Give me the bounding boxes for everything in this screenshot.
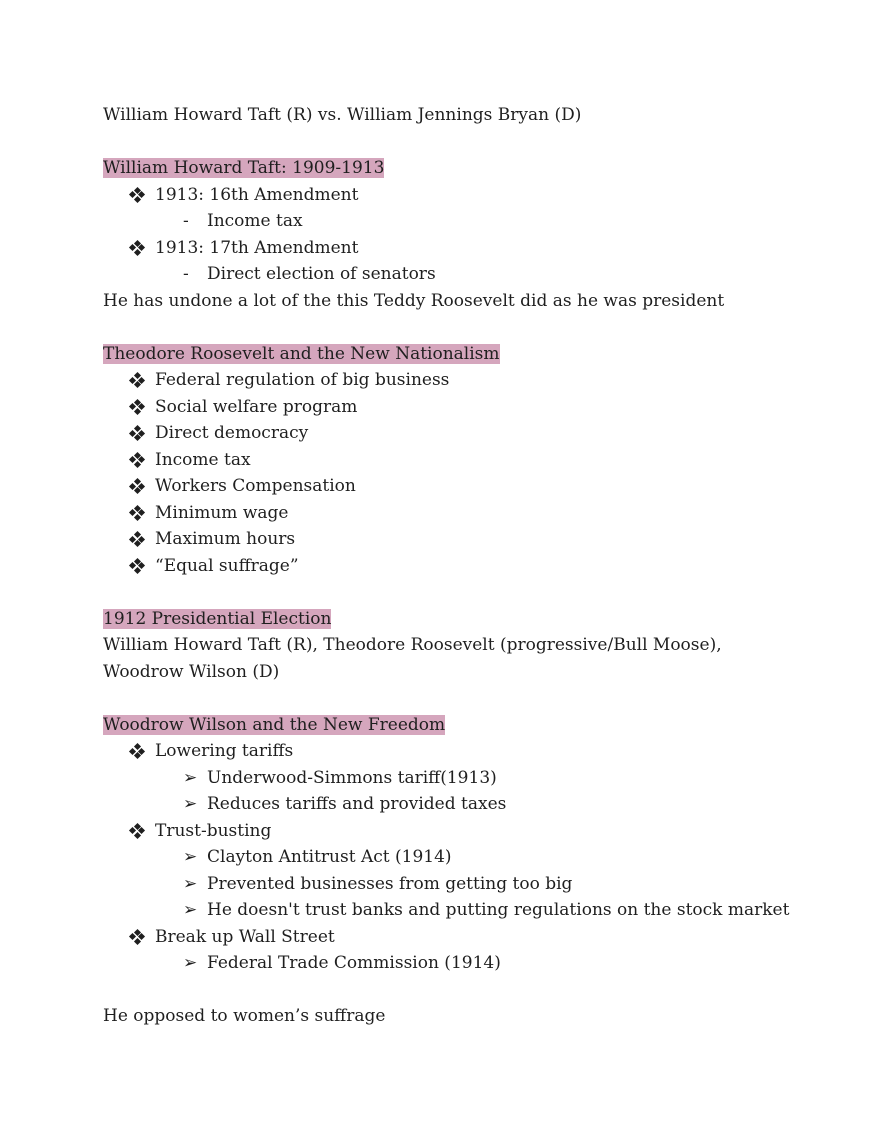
spacer [103, 129, 783, 156]
list-item-text: Break up Wall Street [155, 926, 335, 947]
diamond-bullet-icon [130, 447, 150, 474]
list-item [103, 420, 783, 447]
section-taft [103, 155, 783, 182]
diamond-bullet-icon [130, 367, 150, 394]
dash-bullet-icon: - [183, 264, 189, 284]
sub-list-item-text: Underwood-Simmons tariff(1913) [207, 767, 497, 788]
arrowhead-bullet-icon: ➢ [183, 794, 198, 814]
diamond-bullet-icon [130, 420, 150, 447]
list-item [103, 182, 783, 209]
list-item-text: Federal regulation of big business [155, 370, 450, 390]
sub-list-item [103, 844, 783, 871]
sub-list-item-text: Federal Trade Commission (1914) [207, 953, 501, 973]
list-item [103, 553, 783, 580]
list-item [103, 367, 783, 394]
spacer [103, 314, 783, 341]
sub-list-item [103, 791, 783, 818]
diamond-bullet-icon [130, 738, 150, 765]
list-item-text: “Equal suffrage” [155, 555, 299, 576]
spacer [103, 685, 783, 712]
arrowhead-bullet-icon: ➢ [183, 873, 198, 894]
section-title-roosevelt: Theodore Roosevelt and the New Nationalism [103, 343, 500, 364]
list-item [103, 235, 783, 262]
sub-list-item [103, 765, 783, 792]
section-title-1912-election: 1912 Presidential Election [103, 608, 332, 629]
diamond-bullet-icon [130, 526, 150, 553]
diamond-bullet-icon [130, 924, 150, 951]
sub-list-item-text: Income tax [207, 211, 303, 231]
sub-list-item [103, 208, 783, 235]
sub-list-item-text: Prevented businesses from getting too big [207, 873, 573, 894]
closing-note: He opposed to women’s suffrage [103, 1006, 386, 1026]
election-heading: William Howard Taft (R) vs. William Jennings Bryan (D) [103, 105, 582, 125]
arrowhead-bullet-icon: ➢ [183, 767, 198, 788]
list-item-text: Maximum hours [155, 529, 296, 549]
list-item-text: 1913: 16th Amendment [155, 184, 359, 205]
sub-list-item-text: Direct election of senators [207, 264, 436, 284]
sub-list-item-text: Clayton Antitrust Act (1914) [207, 847, 452, 867]
sub-list-item [103, 897, 790, 924]
dash-bullet-icon: - [183, 211, 189, 231]
list-item [103, 738, 783, 765]
sub-list-item [103, 871, 783, 898]
list-item-text: Income tax [155, 449, 251, 470]
list-item-text: Trust-busting [155, 820, 272, 841]
list-item [103, 473, 783, 500]
diamond-bullet-icon [130, 235, 150, 262]
diamond-bullet-icon [130, 473, 150, 500]
diamond-bullet-icon [130, 500, 150, 527]
section-title-wilson: Woodrow Wilson and the New Freedom [103, 714, 446, 735]
document-page [103, 102, 790, 1030]
diamond-bullet-icon [130, 553, 150, 580]
arrowhead-bullet-icon: ➢ [183, 953, 198, 973]
arrowhead-bullet-icon: ➢ [183, 847, 198, 867]
list-item-text: Social welfare program [155, 396, 358, 417]
section-roosevelt [103, 341, 783, 368]
list-item [103, 818, 783, 845]
list-item-text: 1913: 17th Amendment [155, 237, 359, 258]
list-item [103, 500, 783, 527]
section-1912-election [103, 606, 783, 633]
list-item-text: Minimum wage [155, 502, 289, 523]
spacer [103, 579, 783, 606]
list-item-text: Workers Compensation [155, 476, 356, 496]
arrowhead-bullet-icon: ➢ [183, 900, 198, 920]
list-item [103, 447, 783, 474]
list-item-text: Lowering tariffs [155, 741, 294, 761]
sub-list-item-text: He doesn't trust banks and putting regulations on the stock market [207, 900, 790, 920]
spacer [103, 977, 783, 1004]
list-item [103, 924, 783, 951]
list-item-text: Direct democracy [155, 423, 309, 443]
sub-list-item-text: Reduces tariffs and provided taxes [207, 794, 507, 814]
diamond-bullet-icon [130, 394, 150, 421]
sub-list-item [103, 950, 783, 977]
taft-note: He has undone a lot of the this Teddy Roosevelt did as he was president [103, 290, 725, 311]
diamond-bullet-icon [130, 818, 150, 845]
list-item [103, 394, 783, 421]
diamond-bullet-icon [130, 182, 150, 209]
election-candidates: William Howard Taft (R), Theodore Roosevelt (progressive/Bull Moose), Woodrow Wilson (D) [103, 635, 722, 682]
list-item [103, 526, 783, 553]
sub-list-item [103, 261, 783, 288]
section-title-taft: William Howard Taft: 1909-1913 [103, 158, 385, 178]
section-wilson [103, 712, 783, 739]
